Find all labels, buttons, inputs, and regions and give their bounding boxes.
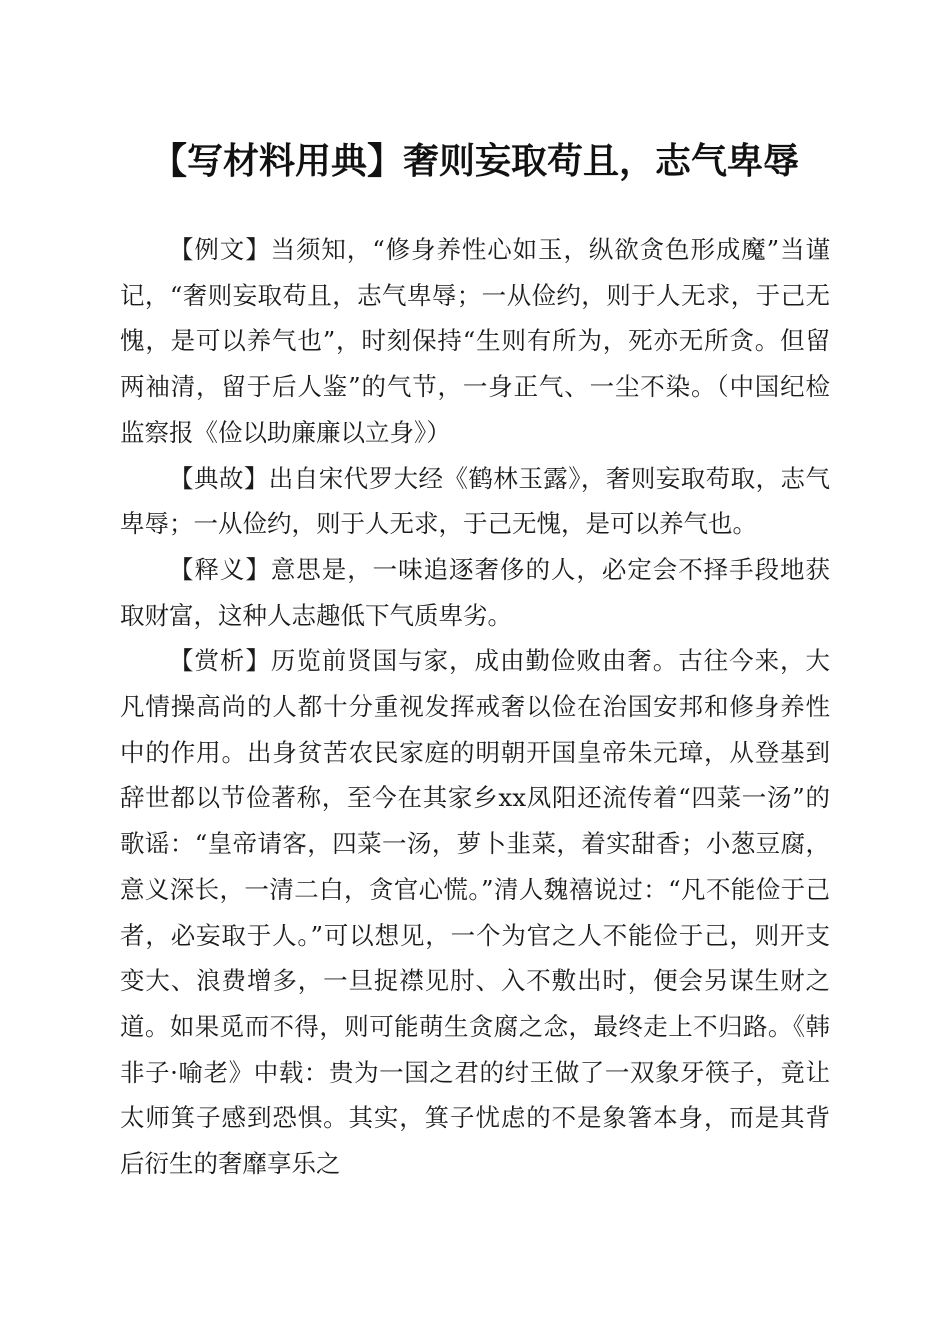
- paragraph-meaning: 【释义】意思是，一味追逐奢侈的人，必定会不择手段地获取财富，这种人志趣低下气质卑劣。: [120, 554, 830, 630]
- paragraph-allusion: 【典故】出自宋代罗大经《鹤林玉露》，奢则妄取苟取，志气卑辱；一从俭约，则于人无求，于己无愧，是可以养气也。: [120, 463, 830, 539]
- paragraph-example: 【例文】当须知，“修身养性心如玉，纵欲贪色形成魔”当谨记，“奢则妄取苟且，志气卑辱；一从俭约，则于人无求，于己无愧，是可以养气也”，时刻保持“生则有所为，死亦无所贪。但留两袖清，留于后人鉴”的气节，一身正气、一尘不染。（中国纪检监察报《俭以助廉廉以立身》）: [120, 235, 830, 447]
- paragraph-appreciation: 【赏析】历览前贤国与家，成由勤俭败由奢。古往今来，大凡情操高尚的人都十分重视发挥戒奢以俭在治国安邦和修身养性中的作用。出身贫苦农民家庭的明朝开国皇帝朱元璋，从登基到辞世都以节俭著称，至今在其家乡xx凤阳还流传着“四菜一汤”的歌谣：“皇帝请客，四菜一汤，萝卜韭菜，着实甜香；小葱豆腐，意义深长，一清二白，贪官心慌。”清人魏禧说过：“凡不能俭于己者，必妄取于人。”可以想见，一个为官之人不能俭于己，则开支变大、浪费增多，一旦捉襟见肘、入不敷出时，便会另谋生财之道。如果觅而不得，则可能萌生贪腐之念，最终走上不归路。《韩非子·喻老》中载：贵为一国之君的纣王做了一双象牙筷子，竟让太师箕子感到恐惧。其实，箕子忧虑的不是象箸本身，而是其背后衍生的奢靡享乐之: [120, 646, 830, 1179]
- document-body: [120, 227, 830, 1187]
- document-title: 【写材料用典】奢则妄取苟且，志气卑辱: [150, 140, 799, 182]
